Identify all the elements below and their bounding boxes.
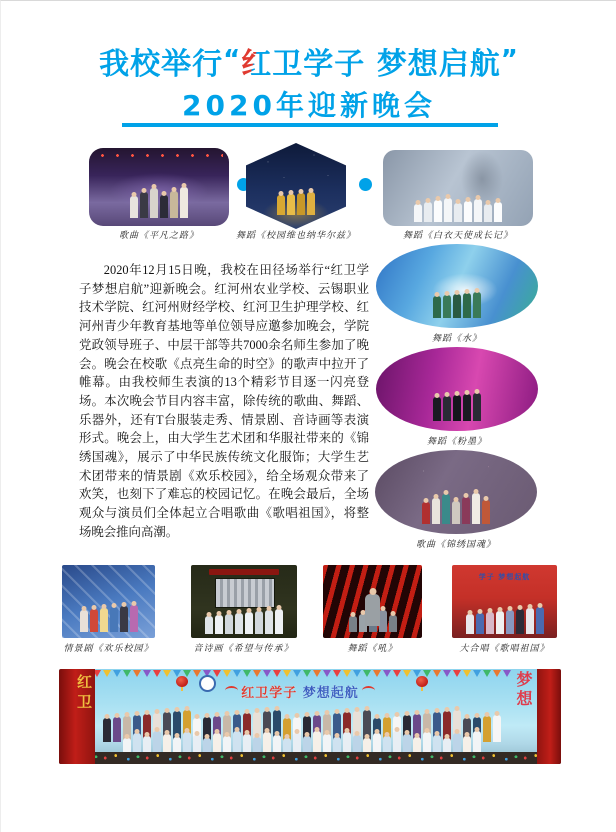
- photo-white-angels-dance: [383, 150, 533, 226]
- caption-hope-heritage: 音诗画《希望与传承》: [193, 643, 294, 653]
- title-close-quote: ”: [500, 45, 519, 75]
- photo-hexagon-waltz-dance: [246, 143, 346, 229]
- fenmo-dancers-figures: [376, 393, 538, 421]
- article-body: 2020年12月15日晚，我校在田径场举行“红卫学子梦想启航”迎新晚会。红河州农业学校、云锡职业技术学院、红河州财经学校、红河卫生护理学校、红河州青少年教育基地等单位领导应邀参加晚会，学院党政领导班子、中层干部等共7000余名师生参加了晚会。晚会在校歌《点亮生命的时空》的歌声中拉开了帷幕。由我校师生表演的13个精彩节目逐一闪亮登场。本次晚会节目内容丰富，除传统的歌曲、舞蹈、乐器外，还有T台服装走秀、情景剧、音诗画等表演形式。晚会上，由大学生艺术团和华服社带来的《锦绣国魂》，展示了中华民族传统文化服饰；大学生艺术团带来的情景剧《欢乐校园》，给全场观众带来了欢笑，也刻下了难忘的校园记忆。在晚会最后，全场观众与演员们全体起立合唱歌曲《歌唱祖国》，将整场晚会推向高潮。: [79, 263, 369, 539]
- stage-floor-decor: [59, 752, 561, 764]
- page-title-line1: [1, 43, 616, 82]
- photo-jinxiu-guohun: [375, 450, 537, 534]
- stage-curtain-right-decor: [537, 669, 561, 764]
- page-title-line2: 2020年迎新晚会: [182, 89, 436, 122]
- caption-grand-chorus: 大合唱《歌唱祖国》: [459, 643, 550, 653]
- photo-song-pingfanzhilu: [89, 148, 229, 226]
- caption-happy-campus: 情景剧《欢乐校园》: [63, 643, 154, 653]
- red-banner-decor: [209, 569, 279, 575]
- projection-screen-decor: [215, 578, 275, 608]
- wing-decor-icon: [225, 686, 238, 695]
- curtain-right-text: 梦想: [514, 671, 533, 709]
- white-suit-performers-figures: [191, 609, 297, 634]
- separator-dot-2: [359, 178, 372, 191]
- drama-performers-figures: [62, 605, 155, 632]
- caption-water-dance: 舞蹈《水》: [431, 333, 482, 343]
- stage-lights-decor: [95, 153, 223, 158]
- title-underline-rule: [122, 123, 498, 127]
- caption-fenmo-dance: 舞蹈《粉墨》: [426, 436, 487, 446]
- chorus-singers-figures: [452, 607, 557, 634]
- musicians-figures: [89, 187, 229, 218]
- photo-hope-heritage-poem: [191, 565, 297, 638]
- title-prefix: 我校举行: [99, 47, 224, 82]
- caption-hou-dance: 舞蹈《吼》: [347, 643, 398, 653]
- banner-text-right: 梦想起航: [302, 686, 359, 701]
- caption-waltz-dance: 舞蹈《校园维也纳华尔兹》: [235, 230, 356, 240]
- hanfu-performers-figures: [375, 493, 537, 524]
- stage-backdrop-banner: [95, 682, 505, 701]
- photo-water-dance: [376, 244, 538, 328]
- photo-fenmo-dance: [376, 347, 538, 431]
- caption-white-angels: 舞蹈《白衣天使成长记》: [402, 230, 513, 240]
- photo-hou-dance: [323, 565, 422, 638]
- chorus-backdrop-banner-text: 学子 梦想起航: [478, 573, 531, 581]
- title-highlight-rest: 卫学子 梦想启航: [272, 47, 501, 82]
- lead-dancer-figure: [365, 594, 380, 626]
- title-highlight-first-char: 红: [241, 47, 273, 82]
- bunting-flags-decor: [99, 670, 505, 677]
- photo-happy-campus-drama: [62, 565, 155, 638]
- curtain-left-text: 红卫: [59, 669, 95, 764]
- angel-dancers-figures: [383, 198, 533, 222]
- caption-song-pingfanzhilu: 歌曲《平凡之路》: [118, 230, 199, 240]
- title-open-quote: “: [223, 45, 242, 75]
- photo-grand-chorus: [452, 565, 557, 638]
- banner-text-left: 红卫学子: [241, 686, 298, 701]
- wing-decor-icon: [362, 686, 375, 695]
- waltz-dancers-figures: [246, 192, 346, 215]
- caption-jinxiu-guohun: 歌曲《锦绣国魂》: [415, 539, 496, 549]
- front-row-people-figures: [95, 731, 509, 754]
- water-dancers-figures: [376, 292, 538, 318]
- photo-finale-group-panorama: [59, 669, 561, 764]
